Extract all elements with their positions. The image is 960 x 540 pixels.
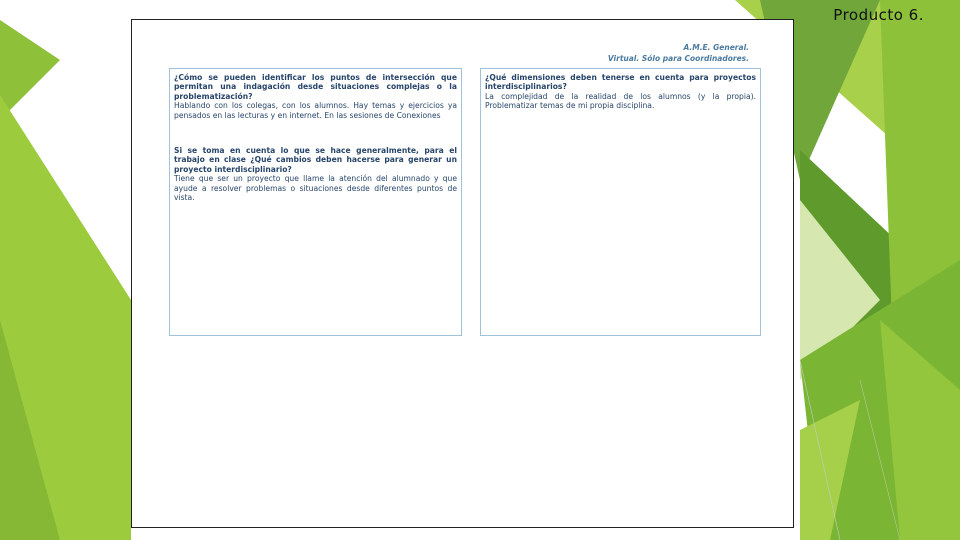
header-line-1: A.M.E. General. xyxy=(683,43,749,52)
right-answer-box xyxy=(480,68,761,336)
answer-2: Tiene que ser un proyecto que llame la atención del alumnado y que ayude a resolver problemas o situaciones desde diferentes puntos de vista. xyxy=(174,174,457,203)
question-2: Si se toma en cuenta lo que se hace generalmente, para el trabajo en clase ¿Qué cambios deben hacerse para generar un proyecto interdisciplinario? xyxy=(174,146,457,174)
question-3: ¿Qué dimensiones deben tenerse en cuenta para proyectos interdisciplinarios? xyxy=(485,73,756,92)
document-page xyxy=(131,19,794,528)
left-answer-box xyxy=(169,68,462,336)
document-header xyxy=(608,42,749,64)
answer-1: Hablando con los colegas, con los alumnos. Hay temas y ejercicios ya pensados en las lecturas y en internet. En las sesiones de Conexiones xyxy=(174,101,457,120)
question-1: ¿Cómo se pueden identificar los puntos de intersección que permitan una indagación desde situaciones complejas o la problematización? xyxy=(174,73,457,101)
header-line-2: Virtual. Sólo para Coordinadores. xyxy=(607,54,749,63)
slide-title: Producto 6. xyxy=(833,6,924,24)
answer-3: La complejidad de la realidad de los alumnos (y la propia). Problematizar temas de mi propia disciplina. xyxy=(485,91,756,111)
